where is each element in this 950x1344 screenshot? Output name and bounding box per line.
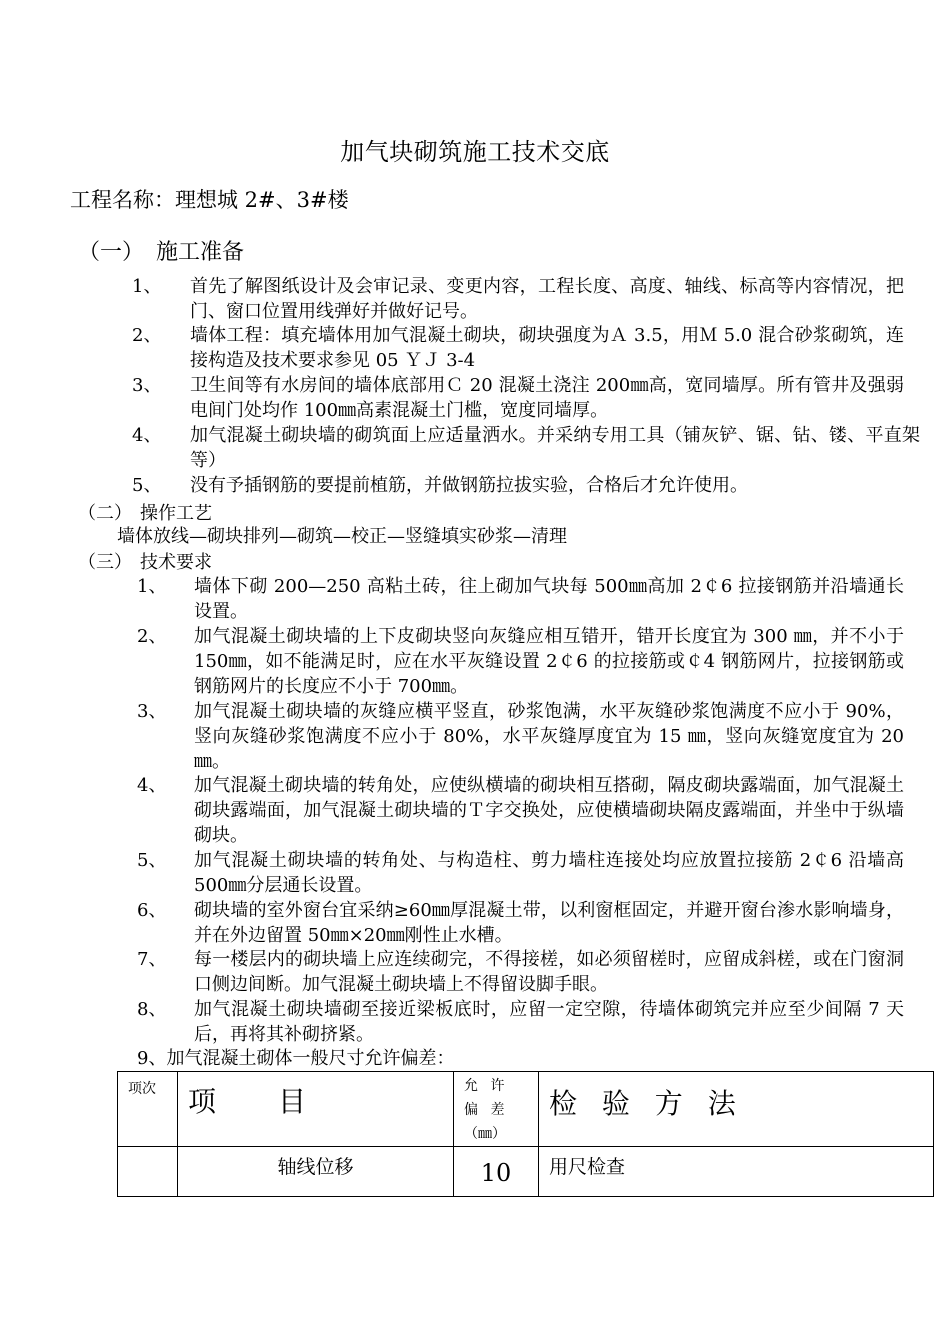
header-tolerance-label: 允 许 偏 差	[464, 1078, 509, 1118]
req-item-text: 每一楼层内的砌块墙上应连续砌完，不得接槎，如必须留槎时，应留成斜槎，或在门窗洞口侧边间断。加气混凝土砌块墙上不得留设脚手眼。	[194, 949, 904, 995]
req-item-9: 9、加气混凝土砌体一般尺寸允许偏差：	[137, 1048, 455, 1069]
req-item-text: 砌块墙的室外窗台宜采纳≥60㎜厚混凝土带，以利窗框固定，并避开窗台渗水影响墙身，并在外边留置 50㎜×20㎜刚性止水槽。	[194, 900, 904, 946]
req-item-number: 3、	[137, 701, 167, 722]
req-item-number: 2、	[137, 626, 167, 647]
row-no	[118, 1147, 178, 1197]
prep-item-number: 3、	[132, 375, 162, 396]
header-unit: （㎜）	[464, 1126, 506, 1142]
process-flow-text: 墙体放线—砌块排列—砌筑—校正—竖缝填实砂浆—清理	[117, 526, 567, 547]
section-3-number: （三）	[78, 552, 132, 573]
row-tolerance: 10	[454, 1147, 539, 1197]
section-2-title: 操作工艺	[140, 503, 212, 524]
req-item-text: 墙体下砌 200—250 高粘土砖，往上砌加气块每 500㎜高加 2￠6 拉接钢筋并沿墙通长设置。	[194, 576, 904, 622]
section-3-title: 技术要求	[140, 552, 212, 573]
req-item-text: 加气混凝土砌块墙的转角处、与构造柱、剪力墙柱连接处均应放置拉接筋 2￠6 沿墙高 500㎜分层通长设置。	[194, 850, 904, 896]
table-header-row	[118, 1072, 934, 1147]
req-item-text: 加气混凝土砌块墙的转角处，应使纵横墙的砌块相互搭砌，隔皮砌块露端面，加气混凝土砌块露端面，加气混凝土砌块墙的Ｔ字交换处，应使横墙砌块隔皮露端面，并坐中于纵墙砌块。	[194, 775, 904, 846]
header-no: 项次	[118, 1072, 178, 1147]
header-method: 检 验 方 法	[539, 1072, 934, 1147]
req-item-number: 7、	[137, 949, 167, 970]
project-name: 工程名称：理想城 2#、3#楼	[70, 188, 349, 212]
req-item-text: 加气混凝土砌块墙的灰缝应横平竖直，砂浆饱满，水平灰缝砂浆饱满度不应小于 90%，竖向灰缝砂浆饱满度不应小于 80%，水平灰缝厚度宜为 15 ㎜，竖向灰缝宽度宜为 20㎜。	[194, 701, 904, 772]
req-item-number: 1、	[137, 576, 167, 597]
prep-item-text: 首先了解图纸设计及会审记录、变更内容，工程长度、高度、轴线、标高等内容情况，把门、窗口位置用线弹好并做好记号。	[190, 276, 904, 322]
section-1-number: （一）	[78, 240, 145, 265]
prep-item-text: 没有予插钢筋的要提前植筋，并做钢筋拉拔实验，合格后才允许使用。	[190, 475, 748, 496]
section-2-number: （二）	[78, 503, 132, 524]
req-item-number: 4、	[137, 775, 167, 796]
section-1-heading	[78, 235, 244, 266]
tolerance-table	[117, 1071, 934, 1197]
header-tolerance	[454, 1072, 539, 1147]
row-item: 轴线位移	[178, 1147, 454, 1197]
header-item: 项 目	[178, 1072, 454, 1147]
prep-item-text: 墙体工程：填充墙体用加气混凝土砌块，砌块强度为Ａ 3.5，用Ｍ 5.0 混合砂浆砌筑，连接构造及技术要求参见 05 ＹＪ 3-4	[190, 325, 904, 371]
prep-item-text: 卫生间等有水房间的墙体底部用Ｃ 20 混凝土浇注 200㎜高，宽同墙厚。所有管井及强弱电间门处均作 100㎜高素混凝土门槛，宽度同墙厚。	[190, 375, 904, 421]
req-item-number: 6、	[137, 900, 167, 921]
req-item-number: 8、	[137, 999, 167, 1020]
prep-item-number: 2、	[132, 325, 162, 346]
req-item-text: 加气混凝土砌块墙砌至接近梁板底时，应留一定空隙，待墙体砌筑完并应至少间隔 7 天后，再将其补砌挤紧。	[194, 999, 904, 1045]
prep-item-number: 1、	[132, 276, 162, 297]
req-item-text: 加气混凝土砌块墙的上下皮砌块竖向灰缝应相互错开，错开长度宜为 300 ㎜，并不小于 150㎜，如不能满足时，应在水平灰缝设置 2￠6 的拉接筋或￠4 钢筋网片，拉接钢筋或钢筋网片的长度应不小于 700㎜。	[194, 626, 904, 697]
prep-item-number: 4、	[132, 425, 162, 446]
req-item-number: 5、	[137, 850, 167, 871]
section-1-title: 施工准备	[156, 240, 245, 265]
table-row	[118, 1147, 934, 1197]
row-method: 用尺检查	[539, 1147, 934, 1197]
section-2-heading	[78, 499, 212, 525]
prep-item-number: 5、	[132, 475, 162, 496]
section-3-heading	[78, 548, 212, 574]
prep-item-text: 加气混凝土砌块墙的砌筑面上应适量洒水。并采纳专用工具（铺灰铲、锯、钻、镂、平直架等）	[190, 425, 920, 471]
document-title: 加气块砌筑施工技术交底	[340, 138, 610, 166]
